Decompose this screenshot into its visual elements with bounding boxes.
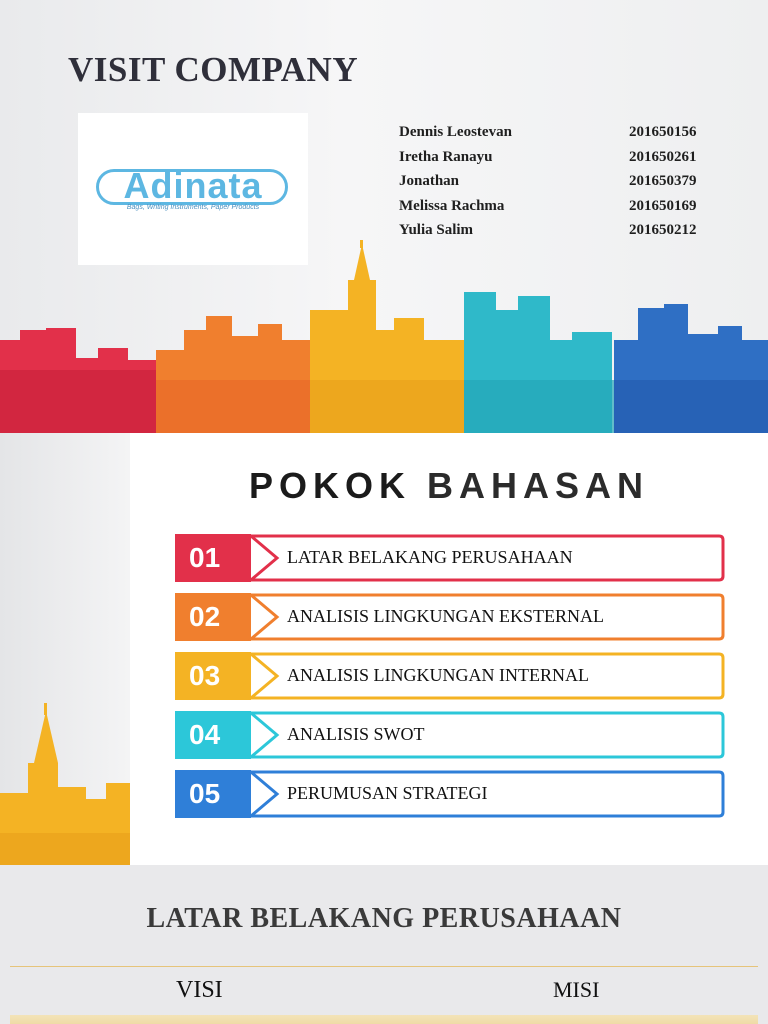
agenda-label: ANALISIS LINGKUNGAN EKSTERNAL	[287, 606, 604, 626]
slide-pokok-bahasan	[0, 433, 768, 865]
member-id: 201650156	[629, 124, 697, 140]
yellow-tower-illustration	[0, 703, 130, 865]
logo-tagline: Bags, Writing Instruments, Paper Products	[126, 204, 260, 211]
misi-heading: MISI	[553, 977, 600, 1002]
member-name: Yulia Salim	[399, 222, 474, 238]
member-list	[399, 124, 719, 247]
agenda-list	[175, 533, 725, 828]
member-name: Jonathan	[399, 173, 460, 189]
member-name: Iretha Ranayu	[399, 148, 493, 165]
agenda-title-word2: BAHASAN	[427, 465, 650, 506]
city-skyline-illustration	[0, 240, 768, 433]
agenda-title-word1: POKOK	[248, 465, 411, 506]
member-name: Melissa Rachma	[399, 197, 505, 214]
agenda-item	[175, 710, 725, 760]
agenda-number: 01	[189, 542, 221, 573]
visi-heading: VISI	[176, 977, 223, 1003]
member-row	[399, 173, 719, 198]
agenda-item-frame	[175, 710, 725, 760]
member-id: 201650261	[629, 148, 697, 165]
agenda-label: ANALISIS LINGKUNGAN INTERNAL	[287, 665, 589, 685]
member-row	[399, 149, 719, 174]
agenda-label: PERUMUSAN STRATEGI	[287, 783, 488, 803]
agenda-item	[175, 592, 725, 642]
table-header-band	[10, 1015, 758, 1024]
agenda-label: ANALISIS SWOT	[287, 724, 425, 744]
slide-visit-company	[0, 0, 768, 433]
section-title: LATAR BELAKANG PERUSAHAAN	[146, 903, 622, 934]
agenda-item	[175, 651, 725, 701]
member-name: Dennis Leostevan	[399, 124, 512, 140]
member-id: 201650169	[629, 197, 697, 214]
agenda-number: 02	[189, 601, 221, 632]
left-decor-panel	[0, 433, 130, 865]
divider-line	[10, 966, 758, 967]
agenda-label: LATAR BELAKANG PERUSAHAAN	[287, 547, 573, 567]
agenda-item	[175, 533, 725, 583]
slide-title: VISIT COMPANY	[68, 50, 359, 89]
agenda-item	[175, 769, 725, 819]
agenda-number: 03	[189, 660, 221, 691]
slide-latar-belakang	[0, 865, 768, 1024]
member-id: 201650379	[629, 173, 697, 189]
agenda-number: 05	[189, 778, 221, 809]
agenda-title	[130, 465, 768, 507]
logo-wordmark: Adinata	[123, 165, 263, 206]
agenda-number: 04	[189, 719, 221, 750]
member-row	[399, 198, 719, 223]
member-id: 201650212	[629, 222, 697, 238]
member-row	[399, 124, 719, 149]
